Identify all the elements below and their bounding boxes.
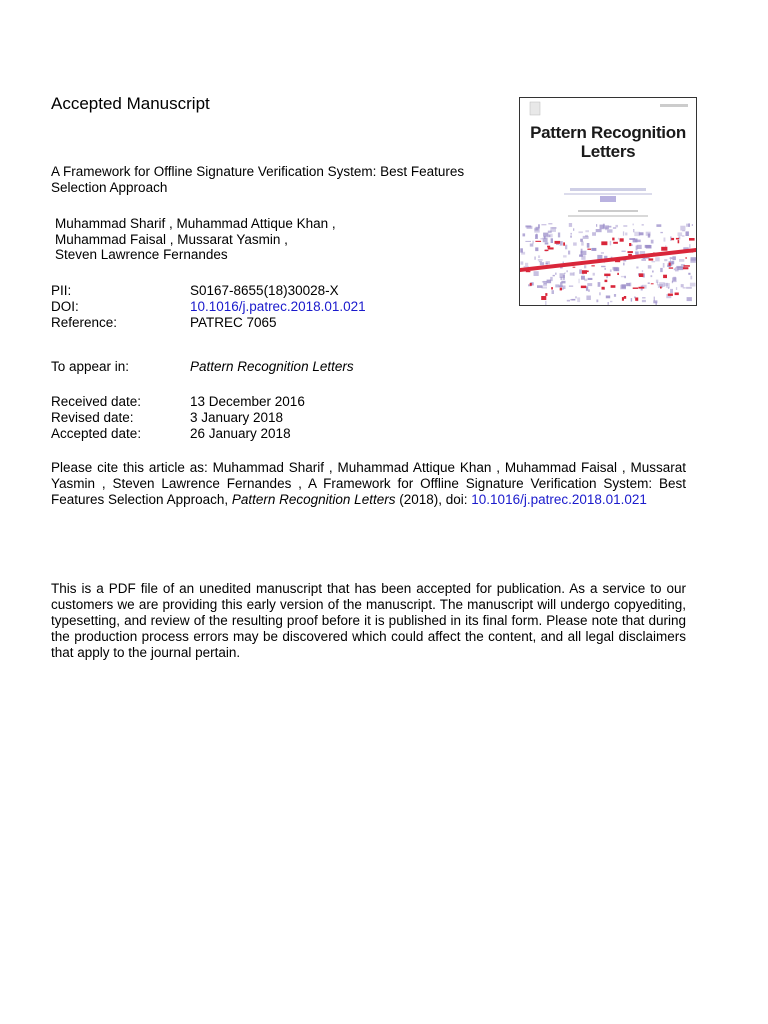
cover-texture-speck: [680, 226, 685, 231]
cover-texture-speck: [534, 271, 539, 276]
cover-texture-speck: [654, 297, 655, 301]
cover-texture-speck: [642, 224, 644, 226]
cover-texture-speck: [668, 288, 669, 289]
cover-texture-speck: [663, 275, 667, 278]
citation-text: Please cite this article as: Muhammad Sharif , Muhammad Attique Khan , Muhammad Faisal , Mussarat Yasmin , Steven Lawrence Fernandes , A Framework for Offline Signature Verification System: Best Features Selection Approach,: [51, 460, 686, 507]
cover-texture-speck: [604, 274, 610, 277]
cover-texture-speck: [689, 244, 690, 248]
cover-texture-speck: [651, 240, 654, 244]
cover-texture-speck: [674, 269, 675, 271]
received-label: Received date:: [51, 394, 142, 409]
cover-texture-speck: [555, 284, 559, 287]
cover-texture-speck: [588, 278, 593, 280]
cover-texture-speck: [521, 261, 524, 264]
cover-texture-speck: [663, 263, 665, 268]
cover-texture-speck: [546, 263, 548, 265]
cover-texture-speck: [555, 273, 557, 275]
cover-texture-speck: [634, 232, 640, 236]
cover-texture-speck: [539, 261, 542, 262]
cover-texture-speck: [660, 287, 662, 289]
appear-value: Pattern Recognition Letters: [190, 359, 354, 374]
cover-texture-speck: [598, 282, 601, 287]
cover-texture-speck: [593, 273, 595, 276]
cover-texture-speck: [584, 265, 586, 268]
cover-texture-speck: [544, 236, 546, 239]
cover-texture-speck: [678, 232, 683, 236]
cover-texture-speck: [544, 283, 547, 284]
cover-texture-speck: [626, 283, 630, 286]
author-line: Steven Lawrence Fernandes: [55, 247, 228, 262]
cover-texture-speck: [535, 241, 541, 242]
cover-texture-speck: [691, 257, 697, 260]
cover-texture-speck: [681, 284, 684, 287]
cover-texture-speck: [551, 227, 556, 229]
cover-texture-speck: [620, 238, 624, 241]
cover-texture-speck: [582, 270, 587, 274]
cover-texture-speck: [614, 267, 620, 271]
cover-texture-speck: [624, 276, 626, 278]
cover-texture-speck: [676, 266, 681, 268]
cover-texture-speck: [613, 227, 616, 229]
cover-texture-speck: [635, 240, 641, 243]
cover-texture-speck: [629, 238, 635, 240]
cover-texture-speck: [545, 293, 547, 296]
cover-texture-speck: [536, 234, 537, 238]
cover-texture-speck: [555, 241, 561, 244]
cover-texture-speck: [603, 224, 605, 228]
cover-texture-speck: [587, 249, 591, 250]
cover-texture-speck: [648, 265, 652, 268]
cover-texture-speck: [643, 258, 645, 259]
cover-texture-speck: [579, 279, 580, 284]
cover-texture-speck: [633, 288, 638, 289]
cover-texture-speck: [617, 273, 619, 275]
cover-texture-speck: [686, 231, 689, 236]
cover-texture-speck: [581, 251, 587, 255]
cover-texture-speck: [605, 280, 608, 282]
cover-texture-speck: [692, 224, 693, 226]
cover-texture-speck: [642, 270, 643, 272]
cover-texture-speck: [672, 277, 677, 282]
cover-texture-speck: [669, 258, 672, 259]
reference-label: Reference:: [51, 315, 118, 330]
cover-texture-speck: [624, 296, 626, 299]
cover-texture-speck: [563, 255, 567, 257]
cover-texture-speck: [596, 229, 602, 232]
cover-texture-speck: [601, 252, 604, 254]
pii-value: S0167-8655(18)30028-X: [190, 283, 339, 298]
cover-texture-speck: [525, 263, 528, 266]
doi-link[interactable]: 10.1016/j.patrec.2018.01.021: [190, 299, 366, 314]
received-value: 13 December 2016: [190, 394, 305, 409]
pii-label: PII:: [51, 283, 72, 298]
cover-texture-speck: [625, 233, 627, 236]
cover-texture-speck: [628, 251, 633, 253]
cover-texture-speck: [548, 247, 554, 249]
cover-texture-speck: [657, 282, 658, 286]
cover-texture-speck: [686, 287, 692, 289]
cover-texture-speck: [660, 268, 663, 272]
cover-texture-speck: [540, 238, 543, 239]
cover-texture-speck: [530, 244, 534, 247]
cover-texture-speck: [671, 238, 674, 240]
cover-texture-speck: [541, 224, 546, 225]
cover-texture-speck: [672, 256, 676, 260]
author-line: Muhammad Faisal , Mussarat Yasmin ,: [55, 231, 288, 247]
cover-texture-speck: [690, 276, 692, 280]
citation-tail: (2018), doi:: [395, 492, 468, 507]
author-list: [55, 216, 336, 263]
cover-texture-speck: [676, 238, 679, 240]
cover-texture-speck: [520, 248, 523, 252]
cover-texture-speck: [678, 240, 680, 243]
cover-texture-speck: [551, 287, 553, 289]
article-title: A Framework for Offline Signature Verification System: Best Features Selection Approach: [51, 164, 465, 195]
cover-texture-speck: [565, 245, 567, 250]
cover-texture-speck: [608, 302, 609, 305]
cover-texture-speck: [601, 241, 607, 245]
manuscript-notice: This is a PDF file of an unedited manuscript that has been accepted for publication. As a service to our customers we are providing this early version of the manuscript. The manuscript will undergo copyediting, typesetting, and review of the resulting proof before it is published in its final form. Please note that during the production process errors may be discovered which could affect the content, and all legal disclaimers that apply to the journal pertain.: [51, 581, 686, 660]
cover-texture-speck: [605, 225, 609, 229]
cover-texture-speck: [530, 283, 532, 286]
cover-texture-speck: [621, 276, 625, 277]
cover-texture-speck: [573, 242, 577, 245]
cover-texture-speck: [652, 261, 656, 262]
cover-texture-speck: [670, 289, 673, 293]
cover-journal-title: Pattern Recognition Letters: [530, 123, 686, 161]
cover-texture-speck: [553, 275, 555, 276]
cover-texture-speck: [642, 297, 645, 298]
cover-texture-speck: [612, 238, 614, 241]
cover-texture-speck: [584, 279, 587, 281]
cover-texture-speck: [580, 239, 583, 242]
cover-texture-speck: [669, 263, 671, 266]
cover-texture-speck: [686, 224, 689, 227]
accepted-value: 26 January 2018: [190, 426, 291, 441]
cover-texture-speck: [577, 297, 580, 302]
cover-texture-speck: [560, 288, 562, 291]
cover-texture-speck: [621, 284, 626, 288]
cover-texture-speck: [538, 259, 543, 260]
cover-texture-speck: [547, 246, 550, 248]
cover-texture-speck: [623, 231, 624, 235]
cover-texture-speck: [637, 245, 642, 249]
cover-texture-speck: [635, 251, 639, 254]
cover-texture-speck: [629, 243, 631, 246]
cover-texture-speck: [653, 300, 657, 303]
cover-texture-speck: [664, 259, 667, 261]
cover-texture-speck: [651, 283, 654, 284]
cover-texture-speck: [682, 235, 685, 237]
cover-texture-speck: [687, 297, 692, 301]
cover-texture-speck: [545, 242, 549, 244]
cover-texture-speck: [525, 241, 531, 242]
cover-texture-speck: [550, 277, 553, 281]
cover-texture-speck: [568, 251, 570, 255]
doi-label: DOI:: [51, 299, 79, 314]
cover-texture-speck: [623, 225, 627, 227]
cover-texture-speck: [538, 255, 540, 258]
author-line: Muhammad Sharif , Muhammad Attique Khan ,: [55, 216, 336, 231]
cover-texture-speck: [545, 301, 546, 305]
cover-texture-speck: [570, 236, 572, 238]
cover-texture-speck: [570, 273, 574, 276]
cover-texture-speck: [599, 292, 601, 295]
cover-texture-speck: [587, 243, 590, 248]
cover-texture-speck: [660, 232, 663, 233]
cover-texture-speck: [592, 248, 596, 251]
cover-texture-speck: [563, 242, 565, 245]
cover-texture-speck: [675, 293, 679, 296]
cover-texture-speck: [659, 282, 665, 287]
cover-texture-speck: [618, 238, 619, 240]
cover-texture-speck: [645, 245, 651, 248]
cover-texture-speck: [570, 299, 575, 300]
cover-texture-speck: [610, 269, 612, 272]
cover-texture-speck: [684, 265, 690, 267]
cover-texture-speck: [558, 233, 560, 238]
journal-cover-image: [519, 97, 697, 306]
citation-doi-link[interactable]: 10.1016/j.patrec.2018.01.021: [471, 492, 647, 507]
cover-texture-speck: [591, 265, 594, 266]
cover-texture-speck: [602, 287, 605, 290]
cover-texture-speck: [561, 281, 565, 284]
cover-texture-speck: [675, 267, 679, 271]
cover-texture-speck: [622, 297, 624, 301]
cover-texture-speck: [689, 238, 695, 241]
cover-texture-speck: [609, 226, 612, 228]
cover-texture-speck: [607, 229, 612, 232]
cover-texture-speck: [596, 224, 597, 227]
cover-texture-speck: [623, 263, 625, 266]
cover-texture-speck: [615, 225, 618, 227]
cover-texture-speck: [532, 241, 534, 244]
cover-texture-speck: [614, 294, 616, 297]
cover-texture-speck: [540, 262, 544, 265]
cover-texture-speck: [523, 233, 526, 236]
cover-texture-speck: [649, 258, 654, 260]
cover-texture-speck: [622, 251, 626, 252]
cover-texture-speck: [586, 296, 591, 301]
cover-texture-speck: [545, 250, 549, 251]
cover-texture-speck: [551, 238, 553, 243]
cover-texture-speck: [535, 247, 538, 251]
cover-texture-speck: [527, 226, 533, 229]
cover-texture-speck: [548, 223, 552, 224]
cover-texture-speck: [655, 257, 660, 261]
cover-texture-speck: [642, 300, 646, 302]
cover-texture-speck: [548, 231, 552, 233]
appear-label: To appear in:: [51, 359, 130, 374]
cover-texture-speck: [579, 255, 583, 257]
cover-texture-speck: [586, 287, 588, 292]
cover-texture-speck: [579, 269, 582, 273]
cover-texture-speck: [563, 275, 565, 280]
cover-texture-speck: [535, 257, 536, 260]
cover-texture-speck: [688, 273, 690, 275]
cover-texture-speck: [611, 285, 616, 288]
cover-texture-speck: [639, 273, 644, 277]
cover-texture-speck: [548, 234, 553, 238]
cover-texture-speck: [636, 267, 638, 269]
cover-texture-speck: [651, 275, 653, 277]
cover-texture-speck: [648, 282, 650, 284]
cover-texture-speck: [676, 287, 677, 290]
cover-texture-speck: [581, 241, 584, 245]
cover-texture-speck: [569, 223, 572, 227]
cover-texture-speck: [638, 287, 644, 289]
cover-texture-speck: [610, 301, 612, 302]
citation-paragraph: [51, 460, 686, 508]
cover-texture-speck: [610, 241, 612, 246]
cover-texture-speck: [679, 259, 684, 262]
cover-texture-speck: [567, 300, 570, 302]
cover-texture-speck: [583, 236, 589, 239]
citation-journal: Pattern Recognition Letters: [231, 492, 396, 507]
cover-texture-speck: [613, 242, 618, 244]
cover-texture-speck: [664, 238, 666, 242]
cover-texture-speck: [534, 228, 539, 233]
cover-texture-speck: [552, 290, 555, 294]
cover-texture-speck: [683, 267, 689, 269]
cover-texture-speck: [604, 268, 606, 270]
cover-texture-speck: [562, 287, 564, 289]
cover-texture-speck: [543, 233, 548, 237]
cover-texture-speck: [656, 224, 661, 227]
page-heading: Accepted Manuscript: [51, 94, 210, 113]
cover-texture-speck: [683, 287, 686, 288]
cover-texture-speck: [587, 283, 592, 286]
cover-texture-speck: [537, 285, 543, 288]
revised-label: Revised date:: [51, 410, 134, 425]
cover-texture-speck: [631, 298, 632, 302]
cover-texture-speck: [570, 233, 572, 235]
cover-texture-speck: [641, 259, 646, 261]
revised-value: 3 January 2018: [190, 410, 284, 425]
cover-texture-speck: [669, 267, 673, 268]
cover-texture-speck: [690, 283, 696, 287]
cover-texture-speck: [633, 229, 634, 232]
cover-texture-speck: [685, 257, 687, 258]
cover-texture-speck: [575, 296, 577, 298]
accepted-label: Accepted date:: [51, 426, 142, 441]
cover-texture-speck: [596, 300, 598, 303]
cover-texture-speck: [579, 231, 583, 233]
cover-texture-speck: [633, 224, 634, 226]
cover-texture-speck: [573, 228, 574, 231]
cover-texture-speck: [573, 267, 576, 268]
cover-texture-speck: [652, 271, 654, 273]
cover-texture-speck: [569, 286, 573, 287]
cover-texture-speck: [567, 270, 568, 272]
cover-texture-speck: [661, 247, 667, 251]
cover-texture-speck: [564, 273, 566, 274]
cover-texture-speck: [601, 266, 605, 267]
cover-texture-speck: [585, 230, 589, 232]
cover-texture-speck: [592, 232, 596, 236]
cover-texture-speck: [606, 296, 610, 299]
cover-texture-speck: [646, 232, 651, 236]
cover-texture-speck: [635, 298, 638, 301]
reference-value: PATREC 7065: [190, 315, 277, 330]
cover-texture-speck: [541, 296, 546, 300]
cover-texture-speck: [581, 286, 586, 289]
cover-texture-speck: [563, 262, 564, 264]
cover-texture-speck: [668, 294, 673, 296]
